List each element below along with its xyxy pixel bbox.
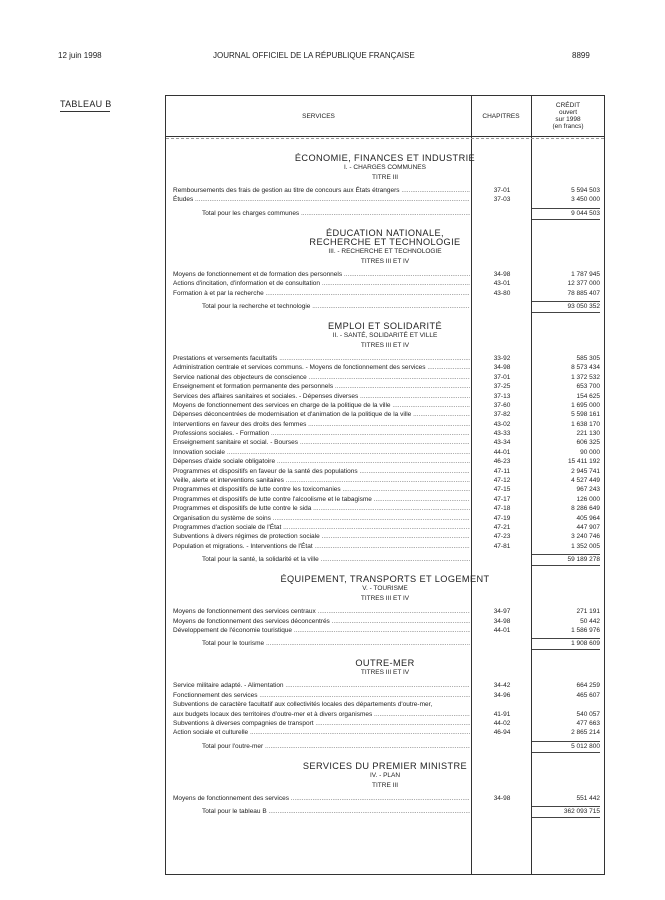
row-chapitre: 37-25 <box>493 383 511 391</box>
row-amount: 2 865 214 <box>571 729 600 737</box>
row-amount: 221 130 <box>576 430 600 438</box>
row-label: Enseignement sanitaire et social. - Bourses ..... <box>173 438 470 447</box>
table-row <box>166 495 604 504</box>
row-chapitre: 34-98 <box>493 794 511 802</box>
row-amount: 967 243 <box>576 486 600 494</box>
row-chapitre: 46-94 <box>493 729 511 737</box>
section-title: OUTRE-MER <box>355 658 415 669</box>
row-label: Interventions en faveur des droits des femmes ..... <box>173 420 470 429</box>
row-chapitre: 47-81 <box>493 542 511 550</box>
row-label: Subventions à divers régimes de protection sociale ..... <box>173 532 470 541</box>
row-chapitre: 37-13 <box>493 392 511 400</box>
table-label: TABLEAU B <box>60 99 112 109</box>
row-amount: 540 057 <box>576 710 600 718</box>
section-titres: TITRES III ET IV <box>360 669 410 677</box>
row-chapitre: 44-02 <box>493 719 511 727</box>
section-subtitle: III. - RECHERCHE ET TECHNOLOGIE <box>328 247 442 255</box>
row-amount: 90 000 <box>580 448 600 456</box>
section-titres: TITRE III <box>372 781 398 789</box>
budget-section <box>166 322 604 569</box>
table-row <box>166 504 604 513</box>
section-subtitle: IV. - PLAN <box>369 771 401 779</box>
row-label: Moyens de fonctionnement des services ..... <box>173 794 470 803</box>
row-amount: 4 527 449 <box>571 477 600 485</box>
section-title: ÉDUCATION NATIONALE, RECHERCHE ET TECHNOLOGIE <box>309 227 461 247</box>
row-label: Veille, alerte et interventions sanitaires ..... <box>173 476 470 485</box>
table-row <box>166 485 604 494</box>
table-row <box>166 448 604 457</box>
row-chapitre: 33-92 <box>493 354 511 362</box>
row-label: Subventions à diverses compagnies de transport ..... <box>173 719 470 728</box>
row-chapitre: 47-11 <box>493 467 511 475</box>
row-amount: 1 586 976 <box>571 626 600 634</box>
table-row <box>166 279 604 288</box>
total-row <box>166 803 604 821</box>
table-row <box>166 719 604 728</box>
row-chapitre: 47-23 <box>493 533 511 541</box>
budget-section <box>166 154 604 223</box>
row-label: aux budgets locaux des territoires d'outre-mer et à divers organismes ..... <box>173 710 470 719</box>
section-subtitle: I. - CHARGES COMMUNES <box>344 164 426 171</box>
table-row <box>166 195 604 204</box>
row-label: Organisation du système de soins ..... <box>173 514 470 523</box>
row-chapitre: 43-02 <box>493 420 511 428</box>
column-header-services: SERVICES <box>302 112 335 120</box>
row-amount: 8 286 649 <box>571 505 600 513</box>
row-label: Moyens de fonctionnement et de formation des personnels ..... <box>173 270 470 279</box>
row-chapitre: 34-98 <box>493 270 511 278</box>
row-chapitre: 47-15 <box>493 486 511 494</box>
total-label: Total pour la santé, la solidarité et la ville ..... <box>202 551 470 569</box>
row-label: Moyens de fonctionnement des services centraux ..... <box>173 607 470 616</box>
row-label: Innovation sociale ..... <box>173 448 470 457</box>
total-amount: 1 908 609 <box>532 638 600 650</box>
row-label: Programmes et dispositifs de lutte contre l'alcoolisme et le tabagisme ..... <box>173 495 470 504</box>
table-row <box>166 438 604 447</box>
row-amount: 126 000 <box>576 495 600 503</box>
table-row <box>166 392 604 401</box>
row-label: Service national des objecteurs de conscience ..... <box>173 373 470 382</box>
row-chapitre: 34-97 <box>493 608 511 616</box>
budget-table <box>165 95 605 875</box>
total-label: Total pour l'outre-mer ..... <box>202 738 470 756</box>
total-row <box>166 551 604 569</box>
row-amount: 653 700 <box>576 383 600 391</box>
table-row <box>166 420 604 429</box>
table-row <box>166 626 604 635</box>
total-row <box>166 635 604 653</box>
row-amount: 405 964 <box>576 514 600 522</box>
row-label: Formation à et par la recherche ..... <box>173 289 470 298</box>
table-row <box>166 467 604 476</box>
row-chapitre: 34-96 <box>493 691 511 699</box>
table-row <box>166 607 604 616</box>
section-titres: TITRES III ET IV <box>360 257 410 265</box>
row-amount: 477 663 <box>576 719 600 727</box>
row-amount: 1 372 532 <box>571 373 600 381</box>
row-chapitre: 47-18 <box>493 505 511 513</box>
row-chapitre: 37-01 <box>493 373 511 381</box>
row-chapitre: 34-98 <box>493 617 511 625</box>
row-amount: 271 191 <box>576 608 600 616</box>
table-label-rule <box>60 111 110 112</box>
row-label: Service militaire adapté. - Alimentation ..... <box>173 681 470 690</box>
row-chapitre: 37-60 <box>493 401 511 409</box>
row-label: Programmes et dispositifs de lutte contre le sida ..... <box>173 504 470 513</box>
total-label: Total pour le tourisme ..... <box>202 635 470 653</box>
row-amount: 15 411 192 <box>567 458 600 466</box>
total-amount: 59 189 278 <box>532 554 600 566</box>
row-amount: 50 442 <box>580 617 600 625</box>
row-amount: 5 598 161 <box>571 411 600 419</box>
section-title: ÉCONOMIE, FINANCES ET INDUSTRIE <box>294 153 476 163</box>
total-label: Total pour les charges communes ..... <box>202 205 470 223</box>
table-row <box>166 354 604 363</box>
table-row <box>166 691 604 700</box>
row-label: Fonctionnement des services ..... <box>173 691 470 700</box>
row-amount: 1 695 000 <box>571 401 600 409</box>
table-row <box>166 794 604 803</box>
row-chapitre: 47-21 <box>493 523 511 531</box>
row-amount: 12 377 000 <box>567 280 600 288</box>
table-row <box>166 728 604 737</box>
row-chapitre: 43-01 <box>493 280 511 288</box>
row-chapitre: 37-03 <box>493 196 511 204</box>
total-label: Total pour la recherche et technologie ..... <box>202 298 470 316</box>
row-amount: 1 638 170 <box>571 420 600 428</box>
table-row <box>166 532 604 541</box>
row-label: Subventions de caractère facultatif aux collectivités locales des départements d'outre-mer, <box>173 701 433 709</box>
row-label: Actions d'incitation, d'information et de consultation ..... <box>173 279 470 288</box>
total-amount: 5 012 800 <box>532 741 600 753</box>
row-label: Remboursements des frais de gestion au titre de concours aux États étrangers ..... <box>173 186 470 195</box>
row-chapitre: 44-01 <box>493 626 511 634</box>
column-header-chapitres: CHAPITRES <box>482 112 520 120</box>
table-row <box>166 401 604 410</box>
budget-section <box>166 575 604 653</box>
row-label: Programmes d'action sociale de l'État ..... <box>173 523 470 532</box>
row-amount: 551 442 <box>576 794 600 802</box>
row-label: Programmes et dispositifs en faveur de la santé des populations ..... <box>173 467 470 476</box>
header-page-number: 8899 <box>572 51 590 60</box>
row-amount: 78 885 407 <box>567 289 600 297</box>
header-rule <box>166 136 604 137</box>
total-row <box>166 738 604 756</box>
header-journal: JOURNAL OFFICIEL DE LA RÉPUBLIQUE FRANÇAISE <box>213 51 415 60</box>
row-amount: 1 352 005 <box>571 542 600 550</box>
section-title: SERVICES DU PREMIER MINISTRE <box>302 760 468 771</box>
section-subtitle: II. - SANTÉ, SOLIDARITÉ ET VILLE <box>332 331 438 339</box>
budget-section <box>166 229 604 316</box>
row-label: Administration centrale et services communs. - Moyens de fonctionnement des services ..... <box>173 363 470 372</box>
row-chapitre: 41-91 <box>493 710 511 718</box>
section-titres: TITRES III ET IV <box>360 595 410 603</box>
table-row <box>166 542 604 551</box>
table-row <box>166 700 604 709</box>
row-chapitre: 47-19 <box>493 514 511 522</box>
table-row <box>166 617 604 626</box>
row-amount: 5 594 503 <box>571 187 600 194</box>
section-titres: TITRES III ET IV <box>360 341 410 349</box>
header-date: 12 juin 1998 <box>58 51 102 60</box>
row-label: Population et migrations. - Interventions de l'État ..... <box>173 542 470 551</box>
row-chapitre: 43-34 <box>493 439 511 447</box>
row-label: Action sociale et culturelle ..... <box>173 728 470 737</box>
total-row <box>166 205 604 223</box>
table-row <box>166 476 604 485</box>
row-chapitre: 46-23 <box>493 458 511 466</box>
row-label: Services des affaires sanitaires et sociales. - Dépenses diverses ..... <box>173 392 470 401</box>
row-amount: 2 945 741 <box>571 467 600 475</box>
table-row <box>166 186 604 195</box>
row-label: Dépenses d'aide sociale obligatoire ..... <box>173 457 470 466</box>
total-amount: 9 044 503 <box>532 208 600 220</box>
row-label: Dépenses déconcentrées de modernisation et d'animation de la politique de la ville ..... <box>173 410 470 419</box>
table-row <box>166 710 604 719</box>
table-row <box>166 514 604 523</box>
row-amount: 465 607 <box>576 691 600 699</box>
total-amount: 362 093 715 <box>532 806 600 818</box>
table-row <box>166 429 604 438</box>
row-amount: 8 573 434 <box>571 364 600 372</box>
row-amount: 606 325 <box>576 439 600 447</box>
budget-section <box>166 762 604 821</box>
table-row <box>166 382 604 391</box>
table-row <box>166 410 604 419</box>
row-chapitre: 47-12 <box>493 477 511 485</box>
row-chapitre: 47-17 <box>493 495 511 503</box>
budget-section <box>166 659 604 755</box>
row-label: Programmes et dispositifs de lutte contre les toxicomanies ..... <box>173 485 470 494</box>
section-title: EMPLOI ET SOLIDARITÉ <box>327 320 443 331</box>
total-label: Total pour le tableau B ..... <box>202 803 470 821</box>
table-row <box>166 363 604 372</box>
total-amount: 93 050 352 <box>532 301 600 313</box>
row-amount: 1 787 945 <box>571 270 600 278</box>
table-body <box>166 148 604 821</box>
table-row <box>166 681 604 690</box>
row-label: Études ..... <box>173 195 470 204</box>
row-amount: 664 259 <box>576 682 600 690</box>
row-label: Développement de l'économie touristique ..... <box>173 626 470 635</box>
row-chapitre: 34-42 <box>493 682 511 690</box>
table-row <box>166 457 604 466</box>
row-amount: 154 625 <box>576 392 600 400</box>
section-title: ÉQUIPEMENT, TRANSPORTS ET LOGEMENT <box>280 574 490 585</box>
row-label: Prestations et versements facultatifs ..... <box>173 354 470 363</box>
row-amount: 3 240 746 <box>571 533 600 541</box>
row-label: Enseignement et formation permanente des personnels ..... <box>173 382 470 391</box>
table-row <box>166 270 604 279</box>
table-row <box>166 523 604 532</box>
row-chapitre: 43-33 <box>493 430 511 438</box>
row-amount: 3 450 000 <box>571 196 600 204</box>
row-amount: 585 305 <box>576 354 600 362</box>
table-row <box>166 373 604 382</box>
row-amount: 447 907 <box>576 523 600 531</box>
section-subtitle: V. - TOURISME <box>362 585 408 593</box>
table-row <box>166 289 604 298</box>
row-chapitre: 44-01 <box>493 448 511 456</box>
total-row <box>166 298 604 316</box>
column-header-credit: CRÉDIT ouvert sur 1998 (en francs) <box>552 102 584 130</box>
header-rule-dashed <box>166 138 604 139</box>
row-chapitre: 37-01 <box>493 187 511 194</box>
row-chapitre: 34-98 <box>493 364 511 372</box>
row-label: Professions sociales. - Formation ..... <box>173 429 470 438</box>
row-label: Moyens de fonctionnement des services en charge de la politique de la ville ..... <box>173 401 470 410</box>
section-titres: TITRE III <box>372 174 398 181</box>
row-label: Moyens de fonctionnement des services déconcentrés ..... <box>173 617 470 626</box>
row-chapitre: 43-80 <box>493 289 511 297</box>
row-chapitre: 37-82 <box>493 411 511 419</box>
